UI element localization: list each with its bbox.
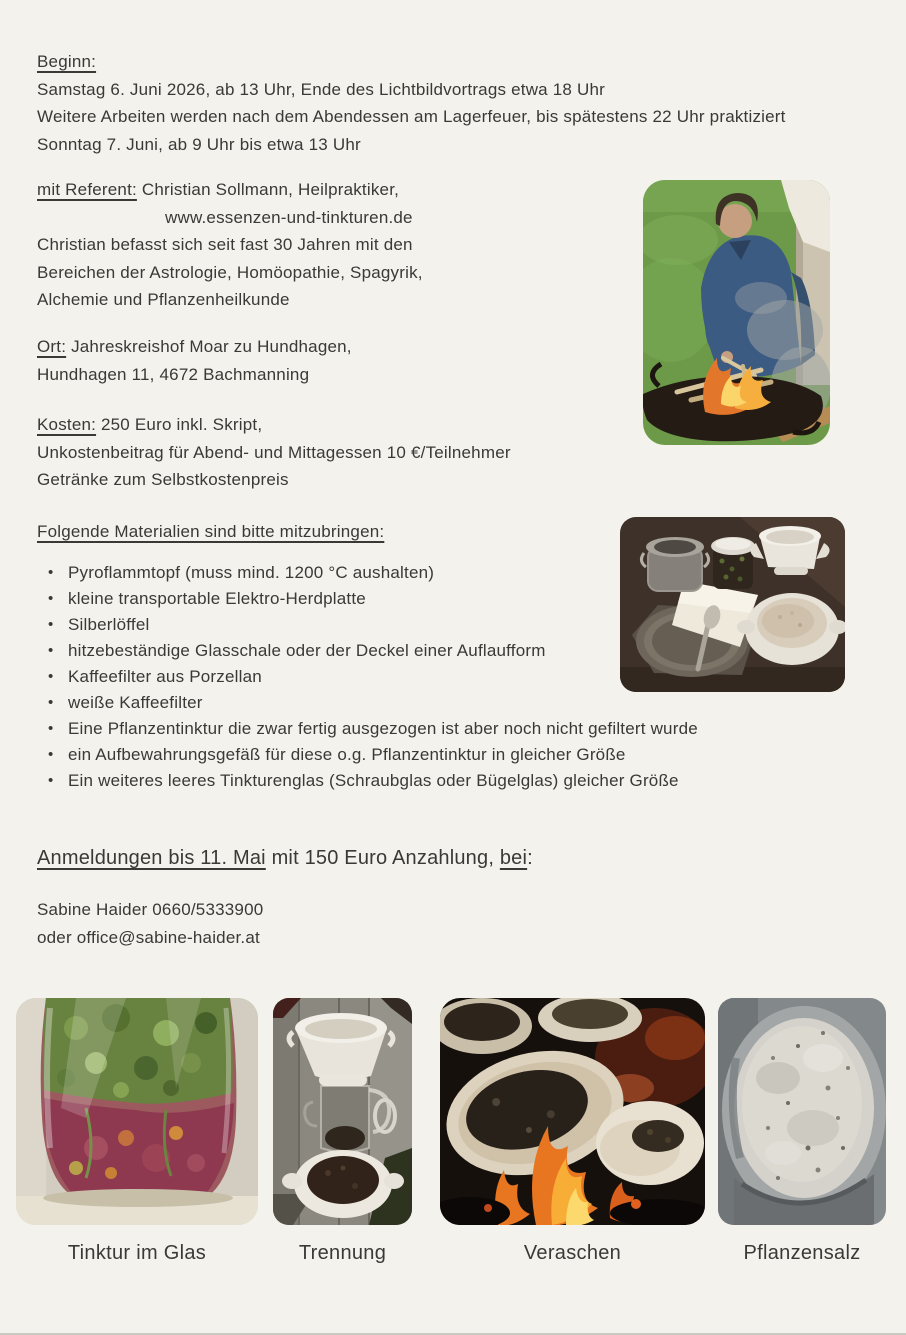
kosten-line: 250 Euro inkl. Skript, (101, 415, 263, 434)
kosten-heading: Kosten: (37, 415, 97, 434)
beginn-heading: Beginn: (37, 52, 97, 71)
material-item: • Silberlöffel (37, 612, 698, 638)
photo-tinktur-im-glas (16, 998, 258, 1225)
kosten-line: Getränke zum Selbstkostenpreis (37, 470, 289, 489)
material-item: • weiße Kaffeefilter (37, 690, 698, 716)
section-ort (37, 333, 352, 388)
caption-pflanzensalz: Pflanzensalz (743, 1242, 861, 1264)
beginn-line: Weitere Arbeiten werden nach dem Abendessen am Lagerfeuer, bis spätestens 22 Uhr praktiziert (37, 107, 786, 126)
beginn-line: Sonntag 7. Juni, ab 9 Uhr bis etwa 13 Uhr (37, 134, 361, 154)
photo-pflanzensalz (718, 998, 886, 1225)
materialien-heading: Folgende Materialien sind bitte mitzubringen: (37, 522, 385, 541)
material-item: • Pyroflammtopf (muss mind. 1200 °C aushalten) (37, 560, 698, 586)
caption-veraschen: Veraschen (523, 1242, 622, 1264)
section-anmeldung (37, 845, 533, 873)
kosten-line: Unkostenbeitrag für Abend- und Mittagessen 10 €/Teilnehmer (37, 442, 511, 462)
anmeldung-middle: mit 150 Euro Anzahlung, (265, 847, 500, 869)
trennung-photo-illustration (273, 998, 412, 1225)
anmeldung-deadline: Anmeldungen bis 11. Mai (37, 847, 266, 869)
ort-heading: Ort: (37, 337, 67, 356)
tinktur-photo-illustration (16, 998, 258, 1225)
material-item: • Kaffeefilter aus Porzellan (37, 664, 698, 690)
referent-photo-illustration (643, 180, 830, 445)
section-materialien-heading (37, 518, 384, 546)
ort-line: Hundhagen 11, 4672 Bachmanning (37, 364, 310, 384)
ort-line: Jahreskreishof Moar zu Hundhagen, (71, 337, 352, 356)
section-beginn (37, 48, 786, 158)
material-item: • kleine transportable Elektro-Herdplatte (37, 586, 698, 612)
anmeldung-colon: : (527, 847, 533, 869)
photo-referent-am-feuer (643, 180, 830, 445)
section-materialien-list (37, 560, 698, 794)
material-item: • Ein weiteres leeres Tinkturenglas (Schraubglas oder Bügelglas) gleicher Größe (37, 768, 698, 794)
section-contact (37, 896, 263, 951)
material-item: • hitzebeständige Glasschale oder der Deckel einer Auflaufform (37, 638, 698, 664)
section-kosten (37, 411, 511, 494)
beginn-line: Samstag 6. Juni 2026, ab 13 Uhr, Ende des Lichtbildvortrags etwa 18 Uhr (37, 79, 605, 99)
material-item: • ein Aufbewahrungsgefäß für diese o.g. Pflanzentinktur in gleicher Größe (37, 742, 698, 768)
referent-bio-line: Christian befasst sich seit fast 30 Jahren mit den (37, 235, 413, 254)
referent-heading: mit Referent: (37, 180, 137, 199)
material-item: • Eine Pflanzentinktur die zwar fertig ausgezogen ist aber noch nicht gefiltert wurde (37, 716, 698, 742)
photo-trennung (273, 998, 412, 1225)
anmeldung-bei: bei (499, 847, 528, 869)
contact-email: oder office@sabine-haider.at (37, 927, 260, 947)
contact-phone: Sabine Haider 0660/5333900 (37, 900, 264, 919)
photo-veraschen (440, 998, 705, 1225)
materialien-photo-illustration (620, 517, 845, 692)
caption-tinktur-im-glas: Tinktur im Glas (67, 1242, 207, 1264)
materialien-list (37, 560, 698, 794)
referent-website: www.essenzen-und-tinkturen.de (165, 207, 413, 227)
pflanzensalz-photo-illustration (718, 998, 886, 1225)
referent-bio-line: Bereichen der Astrologie, Homöopathie, Spagyrik, (37, 262, 423, 282)
referent-bio-line: Alchemie und Pflanzenheilkunde (37, 290, 290, 309)
section-referent (37, 176, 423, 314)
referent-name: Christian Sollmann, Heilpraktiker, (141, 180, 400, 199)
photo-materialien (620, 517, 845, 692)
veraschen-photo-illustration (440, 998, 705, 1225)
caption-trennung: Trennung (298, 1242, 387, 1264)
